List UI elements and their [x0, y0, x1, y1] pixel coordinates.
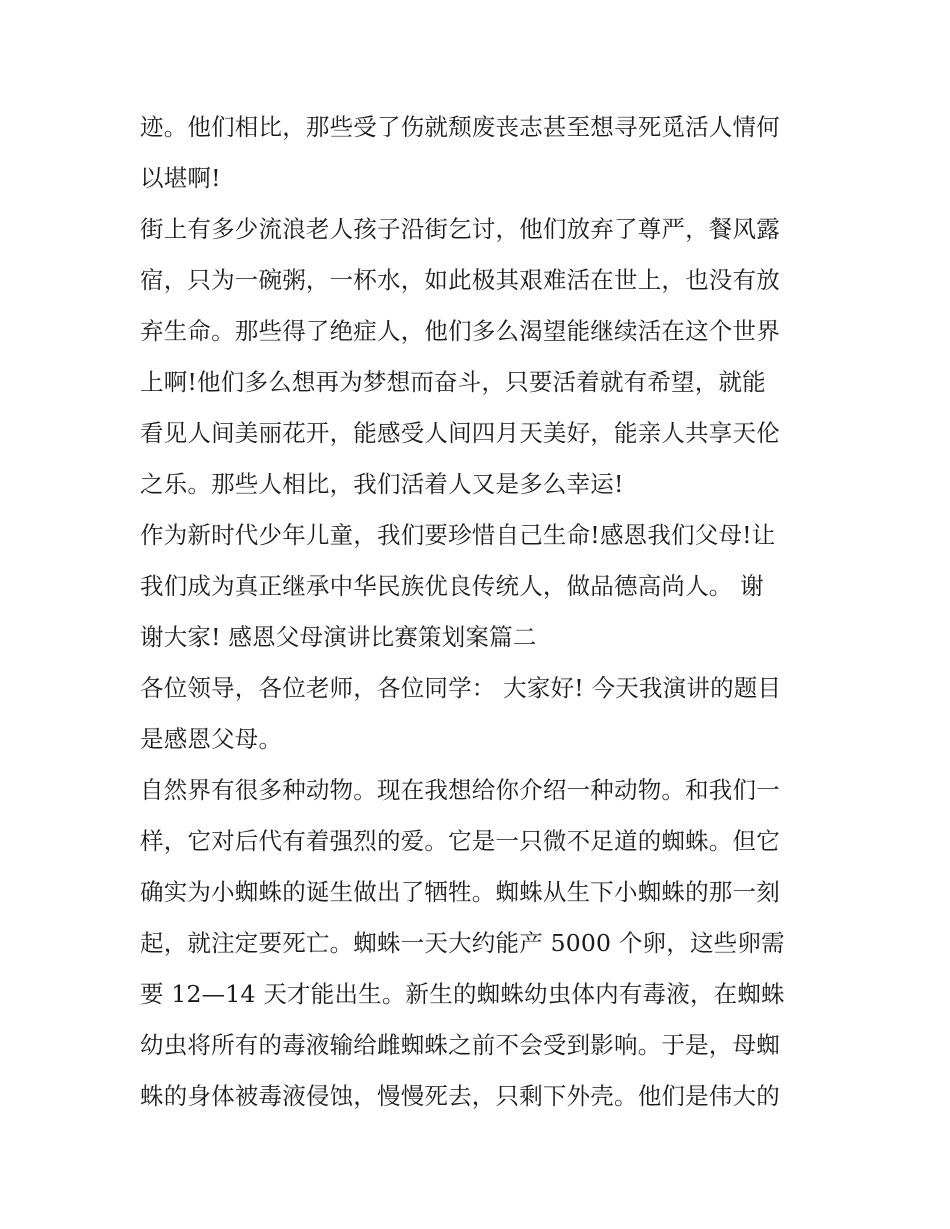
paragraph-5 — [140, 765, 812, 1122]
text-line: 弃生命。那些得了绝症人，他们多么渴望能继续活在这个世界 — [140, 317, 780, 345]
paragraph-4 — [140, 663, 812, 765]
text-line: 迹。他们相比，那些受了伤就颓废丧志甚至想寻死觅活人情何 — [140, 113, 780, 141]
paragraph-1 — [140, 102, 812, 204]
text-line: 是感恩父母。 — [140, 725, 283, 753]
text-line: 要 12—14 天才能出生。新生的蜘蛛幼虫体内有毒液，在蜘蛛 — [140, 980, 785, 1008]
text-line: 街上有多少流浪老人孩子沿街乞讨，他们放弃了尊严，餐风露 — [140, 215, 780, 243]
text-line: 以堪啊! — [140, 164, 221, 192]
paragraph-3 — [140, 510, 812, 663]
text-line: 宿，只为一碗粥，一杯水，如此极其艰难活在世上，也没有放 — [140, 266, 780, 294]
text-line: 幼虫将所有的毒液输给雌蜘蛛之前不会受到影响。于是，母蜘 — [140, 1031, 780, 1059]
text-line: 上啊!他们多么想再为梦想而奋斗，只要活着就有希望，就能 — [140, 368, 766, 396]
text-line: 我们成为真正继承中华民族优良传统人，做品德高尚人。 谢 — [140, 572, 764, 600]
text-line: 各位领导，各位老师，各位同学： 大家好! 今天我演讲的题目 — [140, 674, 782, 702]
text-line: 样，它对后代有着强烈的爱。它是一只微不足道的蜘蛛。但它 — [140, 827, 780, 855]
text-line: 看见人间美丽花开，能感受人间四月天美好，能亲人共享天伦 — [140, 419, 780, 447]
text-line: 谢大家! 感恩父母演讲比赛策划案篇二 — [140, 623, 537, 651]
paragraph-2 — [140, 204, 812, 510]
text-line: 自然界有很多种动物。现在我想给你介绍一种动物。和我们一 — [140, 776, 780, 804]
document-body — [140, 102, 812, 1122]
text-line: 蛛的身体被毒液侵蚀，慢慢死去，只剩下外壳。他们是伟大的 — [140, 1082, 780, 1110]
text-line: 之乐。那些人相比，我们活着人又是多么幸运! — [140, 470, 624, 498]
text-line: 确实为小蜘蛛的诞生做出了牺牲。蜘蛛从生下小蜘蛛的那一刻 — [140, 878, 780, 906]
text-line: 作为新时代少年儿童，我们要珍惜自己生命!感恩我们父母!让 — [140, 521, 776, 549]
text-line: 起，就注定要死亡。蜘蛛一天大约能产 5000 个卵，这些卵需 — [140, 929, 785, 957]
